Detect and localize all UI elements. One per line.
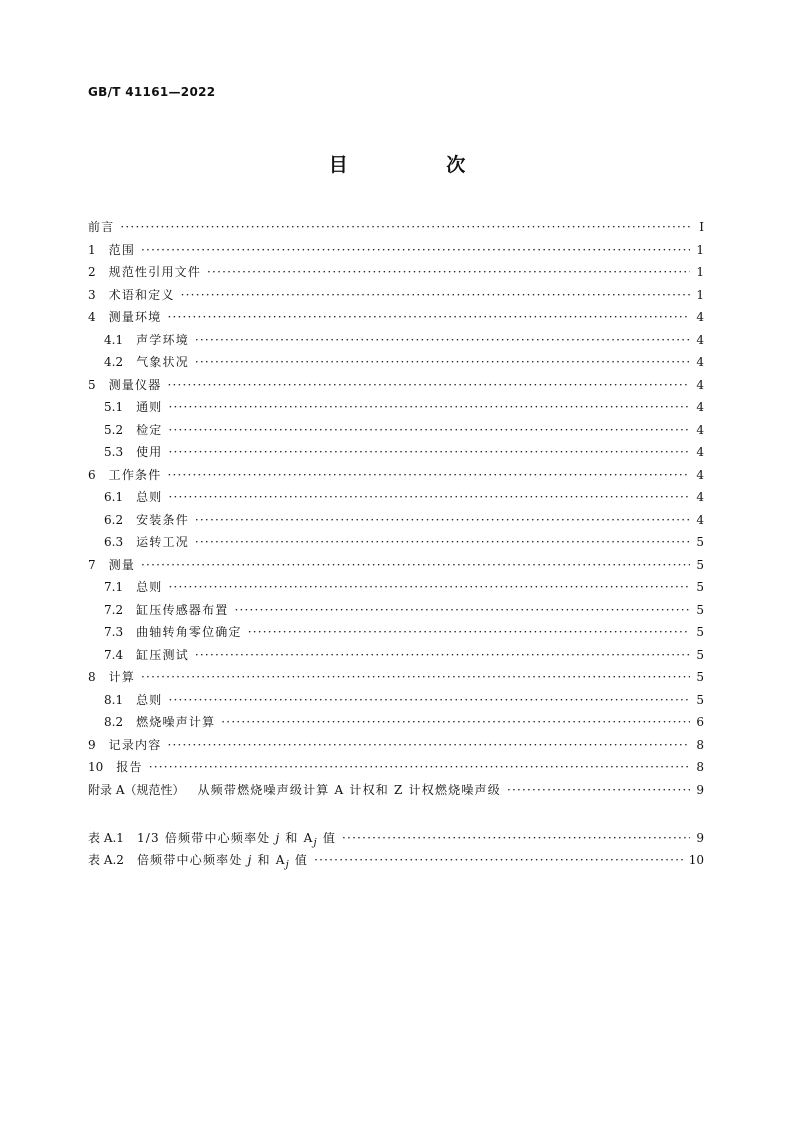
toc-entry-number: 表 A.2 (88, 853, 124, 867)
toc-entry-page: 5 (696, 625, 704, 639)
toc-entry-page: 4 (696, 445, 704, 459)
toc-leader-dots (342, 827, 690, 849)
toc-leader-dots (195, 644, 690, 666)
toc-entry-page: 4 (696, 490, 704, 504)
toc-entry-number: 4.2 (104, 355, 124, 369)
toc-entry-number: 5.2 (104, 422, 124, 437)
toc-leader-dots (195, 351, 690, 373)
toc-entry[interactable] (88, 464, 704, 486)
toc-entry-title: 1/3 倍频带中心频率处 j 和 $A_j$ 值 (136, 830, 337, 848)
toc-entry-page: 1 (696, 242, 704, 257)
toc-entry-number: 6.2 (104, 512, 124, 527)
toc-entry-page: 5 (696, 670, 704, 684)
toc-entry[interactable] (88, 734, 704, 756)
toc-entry[interactable] (88, 689, 704, 711)
toc-entry-title: 缸压传感器布置 (136, 602, 229, 617)
toc-entry-title: 总则 (136, 580, 163, 594)
toc-entry-page: 8 (696, 760, 704, 774)
toc-entry-title: 使用 (136, 445, 163, 459)
toc-entry-title: 检定 (136, 422, 163, 437)
toc-entry-page: 6 (696, 715, 704, 729)
toc-entry-page: 9 (696, 830, 704, 845)
toc-entry-page: 4 (696, 310, 704, 324)
toc-entry-title: 记录内容 (108, 737, 162, 752)
toc-entry[interactable] (88, 329, 704, 351)
toc-entry-number: 8.2 (104, 715, 124, 729)
toc-entry-page: 4 (696, 332, 704, 347)
toc-entry[interactable] (88, 554, 704, 576)
toc-entry[interactable] (88, 486, 704, 508)
toc-entry-title: 测量仪器 (108, 377, 162, 392)
toc-entry-number: 6 (88, 467, 96, 482)
toc-leader-dots (235, 599, 691, 621)
toc-entry[interactable] (88, 374, 704, 396)
toc-entry-number: 10 (88, 760, 104, 774)
toc-entry-title: 声学环境 (136, 332, 189, 347)
toc-entry[interactable] (88, 509, 704, 531)
toc-entry-number: 4.1 (104, 332, 124, 347)
toc-entry[interactable] (88, 779, 704, 801)
toc-leader-dots (181, 284, 690, 306)
toc-entry-page: 5 (696, 580, 704, 594)
table-of-contents (88, 216, 704, 872)
toc-entry-page: 5 (696, 647, 704, 662)
toc-entry-page: 4 (696, 512, 704, 527)
standard-number: GB/T 41161—2022 (88, 85, 216, 99)
toc-leader-dots (248, 621, 690, 643)
toc-entry[interactable] (88, 756, 704, 778)
toc-entry[interactable] (88, 621, 704, 643)
toc-leader-dots (167, 464, 690, 486)
toc-leader-dots (169, 396, 691, 418)
toc-leader-dots (149, 756, 690, 778)
toc-entry-title: 规范性引用文件 (108, 265, 202, 279)
toc-entry[interactable] (88, 284, 704, 306)
toc-leader-dots (141, 239, 690, 261)
toc-entry-title: 燃烧噪声计算 (136, 715, 216, 729)
toc-leader-dots (167, 734, 690, 756)
toc-leader-dots (314, 849, 685, 871)
toc-entry-number: 8.1 (104, 692, 124, 707)
toc-entry-page: 5 (696, 557, 704, 572)
toc-leader-dots (195, 509, 690, 531)
toc-entry-title: 倍频带中心频率处 j 和 $A_j$ 值 (136, 853, 309, 871)
toc-leader-dots (195, 329, 690, 351)
toc-leader-dots (120, 216, 690, 238)
toc-leader-dots (195, 531, 690, 553)
toc-leader-dots (141, 666, 690, 688)
toc-entry-page: 8 (696, 737, 704, 752)
toc-leader-dots (169, 419, 691, 441)
toc-entry-number: 4 (88, 310, 96, 324)
toc-entry-number: 7.3 (104, 625, 124, 639)
toc-entry-title: 缸压测试 (136, 647, 189, 662)
toc-entry-number: 7 (88, 557, 96, 572)
toc-leader-dots (221, 711, 690, 733)
toc-leader-dots (167, 306, 690, 328)
toc-entry[interactable] (88, 306, 704, 328)
toc-entry-title: 从频带燃烧噪声级计算 A 计权和 Z 计权燃烧噪声级 (197, 782, 501, 797)
toc-entry-title: 范围 (108, 242, 136, 257)
toc-leader-dots (169, 441, 691, 463)
toc-entry-title: 气象状况 (136, 355, 189, 369)
toc-entry-page: 4 (696, 377, 704, 392)
toc-entry[interactable] (88, 216, 704, 238)
toc-entry-number: 5 (88, 377, 96, 392)
toc-entry-page: 1 (696, 265, 704, 279)
toc-entry[interactable] (88, 644, 704, 666)
toc-entry[interactable] (88, 239, 704, 261)
toc-entry-number: 8 (88, 670, 96, 684)
toc-entry[interactable] (88, 599, 704, 621)
toc-entry-number: 5.1 (104, 400, 124, 414)
toc-leader-dots (141, 554, 690, 576)
toc-entry-page: 4 (696, 422, 704, 437)
toc-entry-title: 通则 (136, 400, 163, 414)
toc-entry-number: 附录 A（规范性） (88, 782, 185, 797)
toc-entry-title: 运转工况 (136, 535, 189, 549)
toc-entry-title: 总则 (136, 692, 163, 707)
toc-entry-number: 7.2 (104, 602, 124, 617)
toc-entry[interactable] (88, 441, 704, 463)
toc-entry-number: 3 (88, 287, 96, 302)
toc-entry[interactable] (88, 827, 704, 849)
toc-entry[interactable] (88, 531, 704, 553)
toc-entry-page: 4 (696, 400, 704, 414)
toc-leader-dots (207, 261, 690, 283)
toc-leader-dots (169, 576, 691, 598)
toc-entry-page: I (699, 220, 704, 234)
toc-entry-title: 工作条件 (108, 467, 162, 482)
toc-entry-page: 4 (696, 355, 704, 369)
toc-entry-title: 术语和定义 (108, 287, 175, 302)
toc-leader-dots (507, 779, 690, 801)
toc-entry-number: 7.1 (104, 580, 124, 594)
toc-entry-number: 7.4 (104, 647, 124, 662)
toc-entry-title: 总则 (136, 490, 163, 504)
toc-leader-dots (169, 486, 691, 508)
toc-leader-dots (167, 374, 690, 396)
toc-entry-title: 测量 (108, 557, 136, 572)
toc-entry[interactable] (88, 849, 704, 871)
toc-entry-title: 报告 (116, 760, 143, 774)
toc-entry-number: 5.3 (104, 445, 124, 459)
toc-entry-title: 安装条件 (136, 512, 189, 527)
toc-entry-number: 9 (88, 737, 96, 752)
toc-entry-title: 曲轴转角零位确定 (136, 625, 242, 639)
toc-entry-page: 4 (696, 467, 704, 482)
toc-entry[interactable] (88, 711, 704, 733)
toc-entry-page: 5 (696, 535, 704, 549)
toc-entry[interactable] (88, 666, 704, 688)
toc-entry[interactable] (88, 419, 704, 441)
toc-entry-number: 6.1 (104, 490, 124, 504)
page-title: 目 次 (328, 154, 512, 176)
toc-entry-title: 前言 (88, 220, 115, 234)
toc-entry-number: 1 (88, 242, 96, 257)
toc-entry[interactable] (88, 261, 704, 283)
toc-entry-title: 计算 (108, 670, 136, 684)
toc-entry-page: 5 (696, 692, 704, 707)
toc-entry-page: 5 (696, 602, 704, 617)
toc-leader-dots (169, 689, 691, 711)
toc-entry-title: 测量环境 (108, 310, 162, 324)
toc-entry[interactable] (88, 351, 704, 373)
toc-entry-number: 表 A.1 (88, 830, 124, 845)
toc-entry-number: 6.3 (104, 535, 124, 549)
toc-entry-page: 9 (696, 782, 704, 797)
toc-entry-page: 10 (688, 853, 704, 867)
toc-entry[interactable] (88, 396, 704, 418)
toc-entry-page: 1 (696, 287, 704, 302)
toc-entry-number: 2 (88, 265, 96, 279)
toc-entry[interactable] (88, 576, 704, 598)
